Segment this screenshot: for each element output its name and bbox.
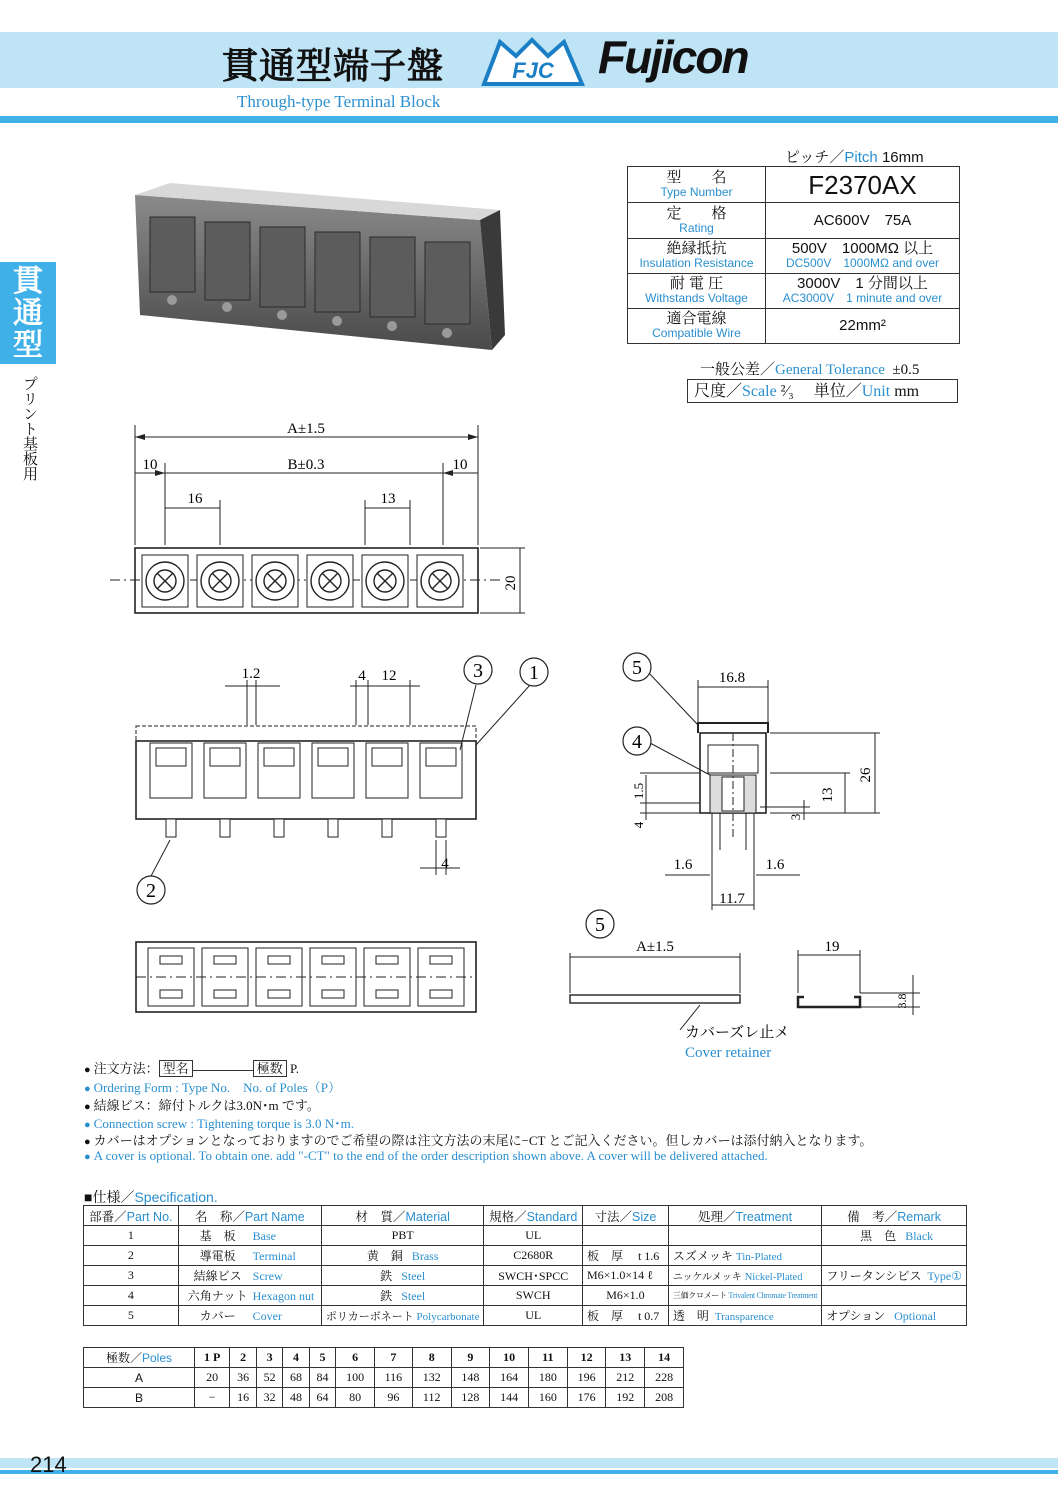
cell-no: 5 [84,1306,179,1326]
rating-label: 絶縁抵抗 Insulation Resistance [628,239,766,274]
spec-title-jp: ■仕様／ [84,1189,135,1205]
cell-size: 板 厚 t 1.6 [582,1246,668,1266]
cell-a: 148 [451,1368,490,1388]
spec-row [84,1286,967,1306]
cell-treatment [668,1226,821,1246]
cell-remark [822,1286,967,1306]
cell-size: M6×1.0 [582,1286,668,1306]
scale-value: ²⁄₃ [780,383,794,400]
rating-value: 22mm² [766,309,960,344]
cover-drawing [560,905,920,1065]
bottom-view-drawing [130,938,490,1018]
cell-no: 2 [84,1246,179,1266]
dim-13-side: 13 [820,787,836,803]
col-part-name: 名 称／Part Name [178,1206,321,1226]
callout-1: 1 [529,662,539,684]
page-subtitle: Through-type Terminal Block [237,92,441,111]
dim-1-5: 1.5 [631,782,646,800]
side-tab-sublabel: プリント基板用 [21,376,38,481]
cell-remark: 黒 色 Black [822,1226,967,1246]
cover-dim-a: A±1.5 [636,939,674,955]
dim-26: 26 [858,767,874,783]
cell-remark [822,1246,967,1266]
side-tab [0,262,56,364]
top-view-drawing [100,415,540,635]
cell-no: 4 [84,1286,179,1306]
spec-row [84,1266,967,1286]
dim-1-6-left: 1.6 [673,857,693,873]
pole-col: 7 [375,1348,413,1368]
note-cover-en-text: A cover is optional. To obtain one. add "-CT" to the end of the order description shown above. A cover will be delivered attached. [93,1148,768,1163]
rating-label: 適合電線 Compatible Wire [628,309,766,344]
note-ordering-label: 注文方法： [93,1061,159,1076]
cell-standard: UL [484,1226,582,1246]
cell-treatment: 透 明 Transparence [668,1306,821,1326]
callout-5: 5 [632,657,642,679]
tolerance-en: General Tolerance [775,362,885,378]
order-tail: P. [289,1061,299,1076]
dim-10-left: 10 [142,457,158,473]
cell-a: 228 [645,1368,684,1388]
pole-col: 4 [283,1348,309,1368]
note-ordering-en: ● Ordering Form : Type No. No. of Poles（P） [84,1080,341,1095]
poles-row-a [84,1368,684,1388]
dim-12: 12 [381,668,397,684]
order-box-poles: 極数 [253,1060,287,1077]
cover-retainer-en: Cover retainer [685,1045,772,1061]
product-photo [120,175,510,365]
callout-5-cover: 5 [595,914,605,936]
cell-name: 六角ナット Hexagon nut [178,1286,321,1306]
cell-b: 176 [567,1388,606,1408]
cell-standard: SWCH [484,1286,582,1306]
cell-name: 結線ビス Screw [178,1266,321,1286]
header-rule [0,116,1058,123]
pole-col: 5 [309,1348,335,1368]
cell-material: PBT [321,1226,484,1246]
cell-b: 32 [256,1388,282,1408]
rating-label: 耐 電 圧 Withstands Voltage [628,274,766,309]
scale-jp: 尺度／ [694,383,743,400]
callout-4: 4 [632,731,642,753]
col-size: 寸法／Size [582,1206,668,1226]
poles-row-b [84,1388,684,1408]
page-title: 貫通型端子盤 [222,45,445,86]
cell-size: 板 厚 t 0.7 [582,1306,668,1326]
col-remark: 備 考／Remark [822,1206,967,1226]
dim-a: A±1.5 [287,421,325,437]
dim-16-8: 16.8 [718,670,746,686]
pole-col: 14 [645,1348,684,1368]
note-ordering-en-text: Ordering Form : Type No. No. of Poles（P） [93,1080,341,1095]
dim-10-right: 10 [452,457,468,473]
rating-row [628,167,960,203]
callout-3: 3 [473,660,483,682]
cell-a: 180 [528,1368,567,1388]
cell-standard: SWCH･SPCC [484,1266,582,1286]
cell-a: 36 [230,1368,256,1388]
cell-a: 196 [567,1368,606,1388]
spec-row [84,1306,967,1326]
pitch-label-en: Pitch [844,149,878,166]
cell-a: 116 [375,1368,413,1388]
cell-name: 基 板 Base [178,1226,321,1246]
cell-name: カバー Cover [178,1306,321,1326]
pole-col: 9 [451,1348,490,1368]
cell-b: 64 [309,1388,335,1408]
cell-material: 黄 銅 Brass [321,1246,484,1266]
cell-material: 鉄 Steel [321,1266,484,1286]
tolerance-jp: 一般公差／ [700,362,776,378]
cell-a: 164 [490,1368,529,1388]
col-treatment: 処理／Treatment [668,1206,821,1226]
rating-value: 3000V 1 分間以上 AC3000V 1 minute and over [766,274,960,309]
note-ordering-jp: ● 注文方法： 型名 極数 P. [84,1061,299,1076]
cell-material: 鉄 Steel [321,1286,484,1306]
pole-col: 12 [567,1348,606,1368]
dim-4-top: 4 [358,668,366,684]
pitch-label-jp: ピッチ／ [785,149,845,166]
pole-col: 2 [230,1348,256,1368]
footer-rule [0,1470,1058,1474]
cell-treatment: スズメッキ Tin-Plated [668,1246,821,1266]
note-screw-en-text: Connection screw : Tightening torque is 3.0 N･m. [93,1116,355,1131]
spec-row [84,1226,967,1246]
rating-value: AC600V 75A [766,203,960,239]
pitch-value: 16mm [881,149,924,166]
tolerance-value: ±0.5 [892,362,920,378]
cell-size: M6×1.0×14 ℓ [582,1266,668,1286]
cell-standard: UL [484,1306,582,1326]
rating-row [628,274,960,309]
dim-1-6-right: 1.6 [765,857,785,873]
footer-band [0,1458,1058,1468]
cell-no: 3 [84,1266,179,1286]
order-box-type: 型名 [159,1060,193,1077]
poles-head: 極数／Poles [84,1348,195,1368]
cell-material: ポリカーボネート Polycarbonate [321,1306,484,1326]
row-b-label: B [84,1388,195,1408]
unit-jp: 単位／ [813,383,862,400]
unit-en: Unit [861,383,891,400]
spec-row [84,1246,967,1266]
note-cover-jp: ● カバーはオプションとなっておりますのでご希望の際は注文方法の末尾に−CT とご記入ください。但しカバーは添付納入となります。 [84,1133,873,1148]
cell-b: 16 [230,1388,256,1408]
cell-b: − [195,1388,230,1408]
cell-name: 導電板 Terminal [178,1246,321,1266]
pole-col: 8 [412,1348,451,1368]
spec-title [84,1187,218,1207]
note-screw-jp-text: 結線ビス：締付トルクは3.0N･m です。 [93,1098,320,1113]
pole-col: 11 [528,1348,567,1368]
side-view-drawing [610,645,900,915]
rating-row [628,203,960,239]
callout-2: 2 [146,880,156,902]
pole-col: 6 [336,1348,375,1368]
pitch-label [785,146,924,167]
dim-b: B±0.3 [287,457,325,473]
dim-16: 16 [187,491,203,507]
note-cover-jp-text: カバーはオプションとなっておりますのでご希望の際は注文方法の末尾に−CT とご記入ください。但しカバーは添付納入となります。 [93,1133,873,1148]
cell-a: 52 [256,1368,282,1388]
scale-box [687,379,958,403]
fjc-logo-text: FJC [512,58,554,83]
cell-b: 192 [606,1388,645,1408]
pole-col: 13 [606,1348,645,1368]
note-screw-jp: ● 結線ビス：締付トルクは3.0N･m です。 [84,1098,320,1113]
note-screw-en: ● Connection screw : Tightening torque is 3.0 N･m. [84,1116,355,1131]
dim-11-7: 11.7 [719,891,745,907]
dim-20: 20 [503,575,519,591]
cell-treatment: ニッケルメッキ Nickel-Plated [668,1266,821,1286]
scale-en: Scale [742,383,777,400]
unit-value: mm [894,383,920,400]
brand-logo: Fujicon [598,31,748,83]
poles-header-row [84,1348,684,1368]
rating-table [627,166,960,344]
cell-treatment: 三価クロメート Trivalent Chromate Treatment [668,1286,821,1306]
cell-b: 80 [336,1388,375,1408]
cell-b: 48 [283,1388,309,1408]
cell-b: 96 [375,1388,413,1408]
rating-row [628,239,960,274]
dim-4-side: 4 [631,821,646,829]
cell-a: 100 [336,1368,375,1388]
cell-b: 128 [451,1388,490,1408]
rating-value: 500V 1000MΩ 以上 DC500V 1000MΩ and over [766,239,960,274]
pole-col: 1 P [195,1348,230,1368]
rating-row [628,309,960,344]
cell-b: 112 [412,1388,451,1408]
spec-title-en: Specification. [134,1189,218,1205]
cell-no: 1 [84,1226,179,1246]
page-number: 214 [30,1452,67,1477]
cell-b: 208 [645,1388,684,1408]
dim-4-bottom: 4 [441,856,449,872]
cell-size [582,1226,668,1246]
pole-col: 10 [490,1348,529,1368]
cell-b: 160 [528,1388,567,1408]
col-standard: 規格／Standard [484,1206,582,1226]
poles-table [83,1347,684,1408]
general-tolerance [700,358,919,379]
rating-label: 定 格 Rating [628,203,766,239]
cover-retainer-jp: カバーズレ止メ [685,1025,790,1041]
cell-remark: フリータンシビス Type① [822,1266,967,1286]
pole-col: 3 [256,1348,282,1368]
side-tab-label: 貫通型 [13,265,43,362]
cell-a: 84 [309,1368,335,1388]
col-material: 材 質／Material [321,1206,484,1226]
cover-dim-3-8: 3.8 [895,993,909,1009]
cell-standard: C2680R [484,1246,582,1266]
row-a-label: A [84,1368,195,1388]
cell-b: 144 [490,1388,529,1408]
cell-a: 20 [195,1368,230,1388]
cell-a: 212 [606,1368,645,1388]
type-number-value: F2370AX [766,167,960,203]
note-cover-en: ● A cover is optional. To obtain one. add "-CT" to the end of the order description shown above. A cover will be delivered attached. [84,1148,768,1163]
col-part-no: 部番／Part No. [84,1206,179,1226]
cell-a: 68 [283,1368,309,1388]
spec-table [83,1205,967,1326]
cover-dim-19: 19 [824,939,840,955]
spec-header-row [84,1206,967,1226]
front-view-drawing [120,650,560,910]
fjc-logo [478,34,586,88]
dim-13: 13 [380,491,396,507]
cell-a: 132 [412,1368,451,1388]
dim-1-2: 1.2 [241,666,261,682]
cell-remark: オプション Optional [822,1306,967,1326]
dim-3: 3 [788,813,803,821]
rating-label: 型 名 Type Number [628,167,766,203]
